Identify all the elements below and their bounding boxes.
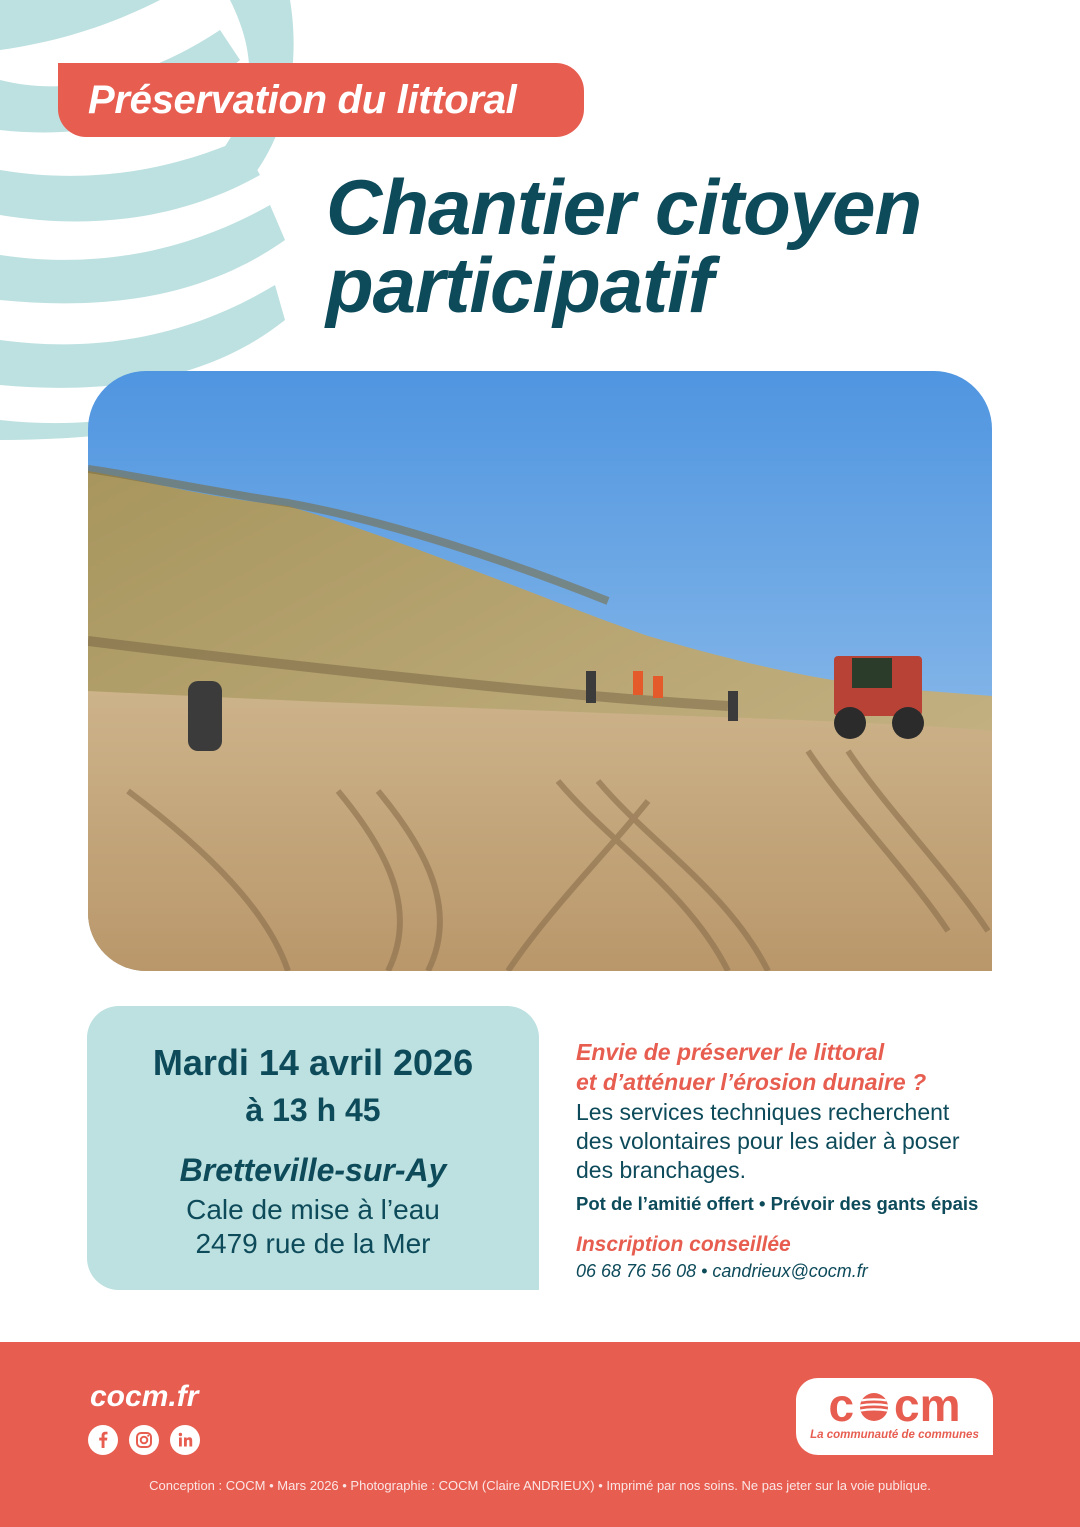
title-line-1: Chantier citoyen — [326, 163, 922, 251]
logo-word-end: cm — [894, 1379, 961, 1431]
extras-note: Pot de l’amitié offert • Prévoir des gants épais — [576, 1193, 979, 1214]
instagram-icon[interactable] — [129, 1425, 159, 1455]
event-town: Bretteville-sur-Ay — [179, 1152, 447, 1188]
body-line-3: des branchages. — [576, 1157, 747, 1183]
topic-badge — [58, 63, 584, 137]
facebook-icon[interactable] — [88, 1425, 118, 1455]
logo-word-start: c — [828, 1379, 855, 1431]
logo-wordmark — [796, 1378, 993, 1432]
cocm-logo — [796, 1378, 993, 1455]
linkedin-icon[interactable] — [170, 1425, 200, 1455]
logo-globe-icon — [854, 1389, 894, 1423]
description-block — [576, 1037, 1046, 1282]
body-line-1: Les services techniques recherchent — [576, 1099, 950, 1125]
title-line-2: participatif — [326, 241, 713, 329]
beach-dune-photo — [88, 371, 992, 971]
lead-line-2: et d’atténuer l’érosion dunaire ? — [576, 1069, 927, 1095]
credits-line: Conception : COCM • Mars 2026 • Photographie : COCM (Claire ANDRIEUX) • Imprimé par nos soins. Ne pas jeter sur la voie publique. — [149, 1478, 931, 1493]
body-line-2: des volontaires pour les aider à poser — [576, 1128, 960, 1154]
lead-question — [576, 1037, 1046, 1097]
page-title — [326, 163, 1066, 329]
event-info-box — [87, 1006, 539, 1290]
footer — [0, 1342, 1080, 1527]
event-time: à 13 h 45 — [245, 1092, 381, 1128]
logo-tagline: La communauté de communes — [810, 1429, 979, 1441]
topic-badge-label: Préservation du littoral — [88, 77, 517, 122]
registration-title: Inscription conseillée — [576, 1233, 791, 1256]
website-link[interactable]: cocm.fr — [90, 1380, 199, 1413]
lead-line-1: Envie de préserver le littoral — [576, 1039, 885, 1065]
event-address-line-2: 2479 rue de la Mer — [195, 1228, 431, 1259]
event-date: Mardi 14 avril 2026 — [152, 1042, 474, 1083]
event-address-line-1: Cale de mise à l’eau — [186, 1194, 440, 1225]
description-text — [576, 1098, 1046, 1185]
contact-info[interactable]: 06 68 76 56 08 • candrieux@cocm.fr — [576, 1261, 868, 1281]
social-icons — [88, 1425, 200, 1455]
